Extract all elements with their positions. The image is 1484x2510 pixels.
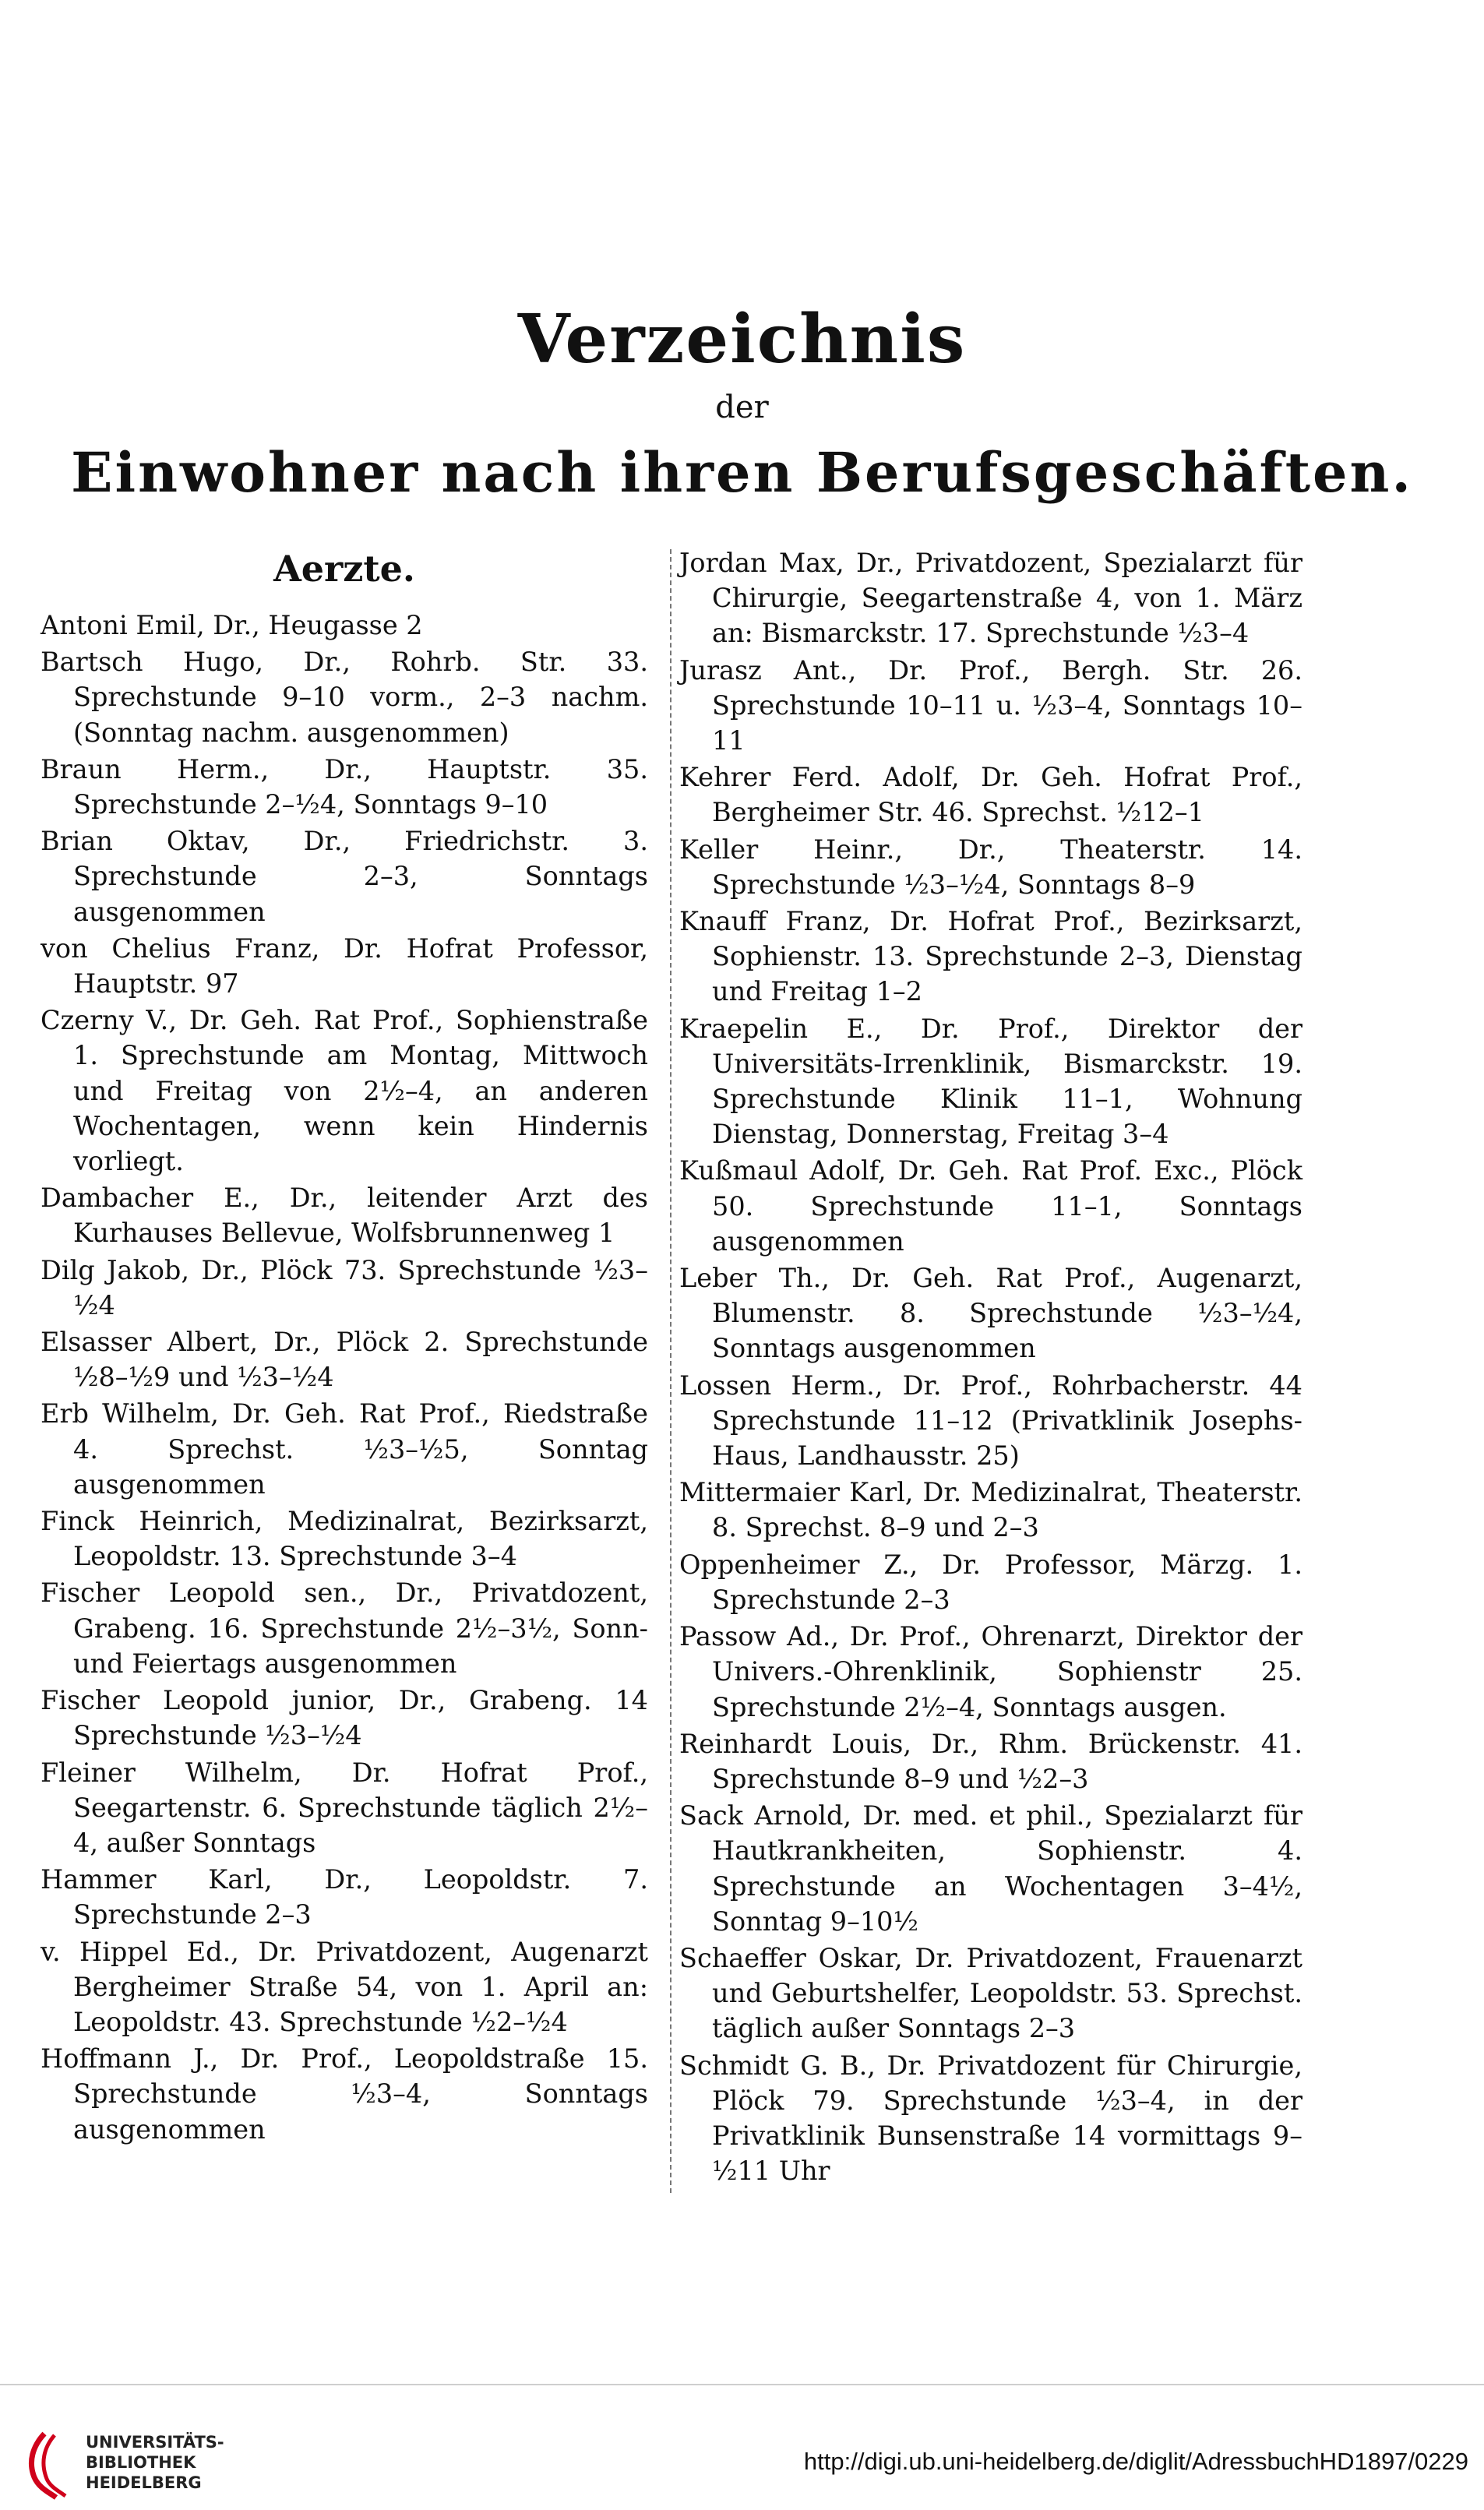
- section-heading: Aerzte.: [273, 548, 415, 590]
- page-title: Verzeichnis: [517, 300, 967, 379]
- directory-entry: Antoni Emil, Dr., Heugasse 2: [41, 610, 423, 640]
- directory-entry: Lossen Herm., Dr. Prof., Rohrbacherstr. 44 Sprechstunde 11–12 (Privatklinik Josephs-Haus, Landhausstr. 25): [679, 1370, 1302, 1472]
- directory-entry: Keller Heinr., Dr., Theaterstr. 14. Sprechstunde ½3–½4, Sonntags 8–9: [679, 834, 1302, 900]
- directory-entry: Brian Oktav, Dr., Friedrichstr. 3. Sprechstunde 2–3, Sonntags ausgenommen: [41, 826, 648, 927]
- directory-entry: Kußmaul Adolf, Dr. Geh. Rat Prof. Exc., Plöck 50. Sprechstunde 11–1, Sonntags ausgenommen: [679, 1155, 1302, 1257]
- directory-entry: Passow Ad., Dr. Prof., Ohrenarzt, Direktor der Univers.-Ohrenklinik, Sophienstr 25. Sprechstunde 2½–4, Sonntags ausgen.: [679, 1621, 1302, 1722]
- library-logo-text: [86, 2432, 224, 2493]
- column-divider: [670, 549, 672, 2193]
- directory-entry: Braun Herm., Dr., Hauptstr. 35. Sprechstunde 2–½4, Sonntags 9–10: [41, 753, 648, 820]
- directory-entry: Jordan Max, Dr., Privatdozent, Spezialarzt für Chirurgie, Seegartenstraße 4, von 1. März an: Bismarckstr. 17. Sprechstunde ½3–4: [679, 548, 1302, 649]
- page-subtitle: Einwohner nach ihren Berufsgeschäften.: [71, 440, 1413, 505]
- directory-entry: Sack Arnold, Dr. med. et phil., Spezialarzt für Hautkrankheiten, Sophienstr. 4. Sprechstunde an Wochentagen 3–4½, Sonntag 9–10½: [679, 1800, 1302, 1937]
- logo-line: UNIVERSITÄTS-: [86, 2433, 224, 2452]
- directory-entry: Fleiner Wilhelm, Dr. Hofrat Prof., Seegartenstr. 6. Sprechstunde täglich 2½–4, außer Sonntags: [41, 1757, 648, 1858]
- directory-entry: Dambacher E., Dr., leitender Arzt des Kurhauses Bellevue, Wolfsbrunnenweg 1: [41, 1183, 648, 1249]
- left-column: [41, 545, 648, 2149]
- library-logo-icon: [17, 2431, 72, 2501]
- page-title-connector: der: [715, 390, 769, 425]
- directory-entry: Finck Heinrich, Medizinalrat, Bezirksarzt, Leopoldstr. 13. Sprechstunde 3–4: [41, 1506, 648, 1572]
- directory-entry: Fischer Leopold sen., Dr., Privatdozent, Grabeng. 16. Sprechstunde 2½–3½, Sonn- und Feiertags ausgenommen: [41, 1578, 648, 1679]
- directory-entry: Hoffmann J., Dr. Prof., Leopoldstraße 15. Sprechstunde ½3–4, Sonntags ausgenommen: [41, 2043, 648, 2145]
- directory-entry: Dilg Jakob, Dr., Plöck 73. Sprechstunde ½3–½4: [41, 1254, 648, 1320]
- directory-entry: Jurasz Ant., Dr. Prof., Bergh. Str. 26. Sprechstunde 10–11 u. ½3–4, Sonntags 10–11: [679, 654, 1302, 756]
- directory-entry: Bartsch Hugo, Dr., Rohrb. Str. 33. Sprechstunde 9–10 vorm., 2–3 nachm. (Sonntag nachm. ausgenommen): [41, 647, 648, 748]
- directory-entry: Czerny V., Dr. Geh. Rat Prof., Sophienstraße 1. Sprechstunde am Montag, Mittwoch und Freitag von 2½–4, an anderen Wochentagen, wenn kein Hindernis vorliegt.: [41, 1005, 648, 1177]
- directory-entry: Schmidt G. B., Dr. Privatdozent für Chirurgie, Plöck 79. Sprechstunde ½3–4, in der Privatklinik Bunsenstraße 14 vormittags 9–½11 Uhr: [679, 2050, 1302, 2187]
- directory-entry: Oppenheimer Z., Dr. Professor, Märzg. 1. Sprechstunde 2–3: [679, 1549, 1302, 1615]
- right-column: [679, 545, 1302, 2190]
- source-url-link[interactable]: http://digi.ub.uni-heidelberg.de/diglit/AdressbuchHD1897/0229: [803, 2448, 1468, 2475]
- directory-entry: von Chelius Franz, Dr. Hofrat Professor, Hauptstr. 97: [41, 932, 648, 999]
- directory-entry: Fischer Leopold junior, Dr., Grabeng. 14 Sprechstunde ½3–½4: [41, 1685, 648, 1751]
- footer-bar: [0, 2384, 1484, 2510]
- directory-entry: Reinhardt Louis, Dr., Rhm. Brückenstr. 41. Sprechstunde 8–9 und ½2–3: [679, 1728, 1302, 1794]
- logo-line: HEIDELBERG: [86, 2473, 202, 2492]
- directory-entry: Kehrer Ferd. Adolf, Dr. Geh. Hofrat Prof., Bergheimer Str. 46. Sprechst. ½12–1: [679, 762, 1302, 828]
- directory-entry: v. Hippel Ed., Dr. Privatdozent, Augenarzt Bergheimer Straße 54, von 1. April an: Leopoldstr. 43. Sprechstunde ½2–½4: [41, 1936, 648, 2037]
- directory-entry: Elsasser Albert, Dr., Plöck 2. Sprechstunde ½8–½9 und ½3–½4: [41, 1327, 648, 1393]
- directory-entry: Erb Wilhelm, Dr. Geh. Rat Prof., Riedstraße 4. Sprechst. ½3–½5, Sonntag ausgenommen: [41, 1398, 648, 1500]
- logo-line: BIBLIOTHEK: [86, 2453, 196, 2472]
- directory-entry: Knauff Franz, Dr. Hofrat Prof., Bezirksarzt, Sophienstr. 13. Sprechstunde 2–3, Dienstag und Freitag 1–2: [679, 906, 1302, 1007]
- footer-divider: [0, 2384, 1484, 2385]
- directory-entry: Kraepelin E., Dr. Prof., Direktor der Universitäts-Irrenklinik, Bismarckstr. 19. Sprechstunde Klinik 11–1, Wohnung Dienstag, Donnerstag, Freitag 3–4: [679, 1013, 1302, 1150]
- directory-entry: Mittermaier Karl, Dr. Medizinalrat, Theaterstr. 8. Sprechst. 8–9 und 2–3: [679, 1477, 1302, 1543]
- directory-entry: Schaeffer Oskar, Dr. Privatdozent, Frauenarzt und Geburtshelfer, Leopoldstr. 53. Sprechst. täglich außer Sonntags 2–3: [679, 1942, 1302, 2044]
- directory-entry: Leber Th., Dr. Geh. Rat Prof., Augenarzt, Blumenstr. 8. Sprechstunde ½3–½4, Sonntags ausgenommen: [679, 1263, 1302, 1364]
- directory-entry: Hammer Karl, Dr., Leopoldstr. 7. Sprechstunde 2–3: [41, 1864, 648, 1930]
